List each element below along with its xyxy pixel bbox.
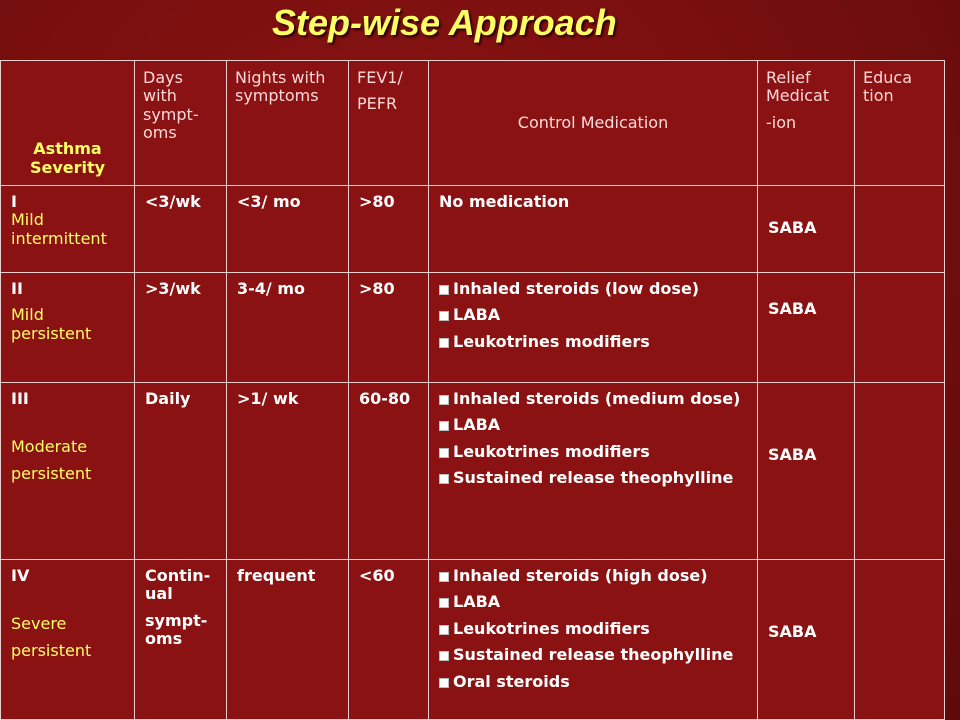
- header-fev: [349, 61, 429, 186]
- severity-label: Moderate: [11, 437, 88, 457]
- asthma-table-container: [0, 60, 944, 720]
- relief-cell: [758, 273, 855, 383]
- severity-level: IV: [11, 566, 30, 585]
- severity-cell: [1, 383, 135, 560]
- header-control: Control Medication: [429, 61, 758, 186]
- header-pefr: PEFR: [357, 94, 398, 114]
- table-row: [1, 383, 945, 560]
- control-cell: [429, 186, 758, 273]
- table-row: [1, 186, 945, 273]
- relief-cell: [758, 383, 855, 560]
- severity-label: Mild persistent: [11, 305, 92, 343]
- header-relief: [758, 61, 855, 186]
- severity-label: Severe: [11, 614, 67, 634]
- nights-value: frequent: [237, 566, 316, 585]
- education-cell: [855, 383, 945, 560]
- nights-value: >1/ wk: [237, 389, 299, 408]
- table-row: [1, 273, 945, 383]
- days-cell: [135, 186, 227, 273]
- days-value: Contin-ual: [145, 566, 211, 604]
- header-severity: Asthma Severity: [1, 61, 135, 186]
- fev-value: >80: [359, 192, 395, 211]
- control-text: No medication: [439, 192, 570, 211]
- relief-value: SABA: [768, 445, 817, 464]
- header-days: Days with sympt-oms: [135, 61, 227, 186]
- days-cell: [135, 560, 227, 720]
- header-row: [1, 61, 945, 186]
- header-nights: Nights with symptoms: [227, 61, 349, 186]
- control-bullet: Inhaled steroids (high dose): [439, 567, 747, 585]
- education-cell: [855, 560, 945, 720]
- control-cell: [429, 560, 758, 720]
- days-value: sympt-oms: [145, 610, 208, 649]
- fev-cell: [349, 273, 429, 383]
- severity-level: III: [11, 389, 29, 408]
- table-row: [1, 560, 945, 720]
- education-cell: [855, 186, 945, 273]
- severity-label: persistent: [11, 640, 92, 660]
- control-bullet: LABA: [439, 593, 747, 611]
- fev-value: >80: [359, 279, 395, 298]
- severity-level: II: [11, 279, 23, 298]
- relief-cell: [758, 186, 855, 273]
- fev-value: <60: [359, 566, 395, 585]
- header-education: Educa tion: [855, 61, 945, 186]
- slide-title: [0, 0, 960, 62]
- asthma-stepwise-table: [0, 60, 945, 720]
- header-relief-line2: -ion: [766, 112, 797, 132]
- nights-cell: [227, 273, 349, 383]
- relief-cell: [758, 560, 855, 720]
- nights-cell: [227, 383, 349, 560]
- control-bullet: Inhaled steroids (low dose): [439, 280, 747, 298]
- fev-cell: [349, 383, 429, 560]
- control-bullet: Oral steroids: [439, 673, 747, 691]
- nights-cell: [227, 186, 349, 273]
- control-bullet: Sustained release theophylline: [439, 469, 747, 487]
- control-bullet: Leukotrines modifiers: [439, 443, 747, 461]
- control-bullet: Leukotrines modifiers: [439, 620, 747, 638]
- control-bullet: Sustained release theophylline: [439, 646, 747, 664]
- fev-value: 60-80: [359, 389, 411, 408]
- days-value: Daily: [145, 389, 191, 408]
- severity-level: I: [11, 192, 17, 211]
- control-bullet: LABA: [439, 416, 747, 434]
- severity-cell: [1, 186, 135, 273]
- table-body: [1, 186, 945, 720]
- days-cell: [135, 383, 227, 560]
- control-cell: [429, 273, 758, 383]
- nights-cell: [227, 560, 349, 720]
- severity-label: Mild intermittent: [11, 210, 107, 248]
- nights-value: 3-4/ mo: [237, 279, 305, 298]
- days-value: <3/wk: [145, 192, 201, 211]
- relief-value: SABA: [768, 622, 817, 641]
- control-bullet: LABA: [439, 306, 747, 324]
- days-cell: [135, 273, 227, 383]
- severity-cell: [1, 560, 135, 720]
- severity-cell: [1, 273, 135, 383]
- relief-value: SABA: [768, 299, 817, 318]
- header-relief-line1: Relief Medicat: [766, 68, 830, 106]
- header-fev1: FEV1/: [357, 68, 403, 87]
- severity-label: persistent: [11, 463, 92, 483]
- title-text: Step-wise Approach: [272, 2, 617, 43]
- control-cell: [429, 383, 758, 560]
- control-bullet: Leukotrines modifiers: [439, 333, 747, 351]
- fev-cell: [349, 186, 429, 273]
- control-bullet: Inhaled steroids (medium dose): [439, 390, 747, 408]
- fev-cell: [349, 560, 429, 720]
- education-cell: [855, 273, 945, 383]
- days-value: >3/wk: [145, 279, 201, 298]
- nights-value: <3/ mo: [237, 192, 301, 211]
- relief-value: SABA: [768, 218, 817, 237]
